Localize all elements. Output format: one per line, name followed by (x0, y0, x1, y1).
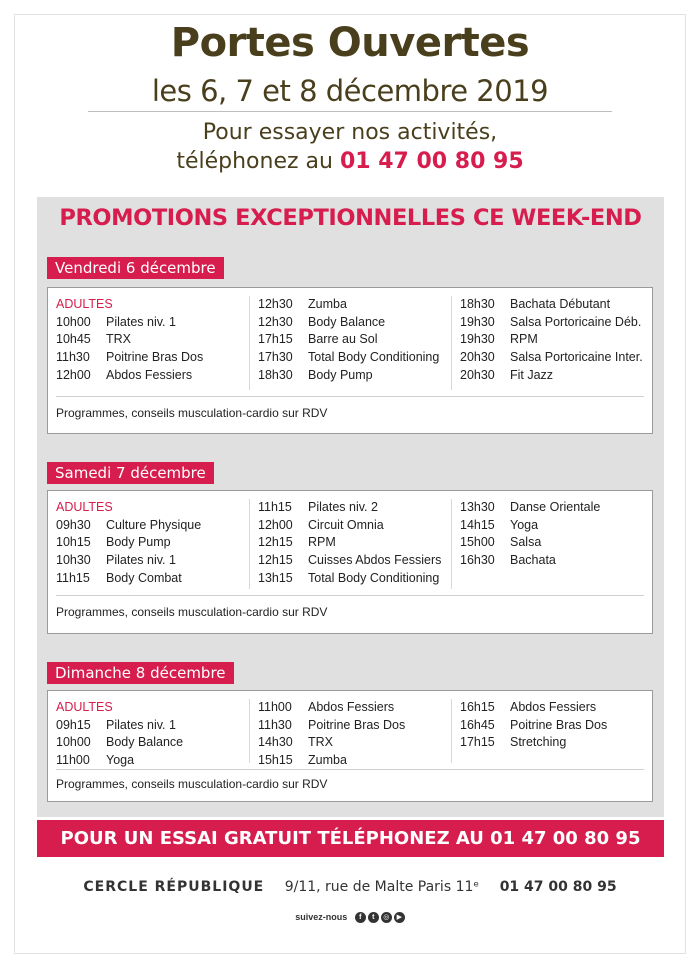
column-divider (249, 296, 250, 390)
class-row (258, 534, 441, 552)
class-activity: Pilates niv. 1 (106, 717, 176, 732)
row-divider (56, 595, 644, 596)
class-time: 10h15 (56, 535, 91, 550)
class-activity: Zumba (308, 297, 347, 311)
class-row (460, 552, 600, 570)
class-row (258, 296, 439, 314)
column-divider (451, 699, 452, 763)
class-row (460, 314, 643, 332)
schedule-note: Programmes, conseils musculation-cardio sur RDV (56, 406, 328, 420)
row-divider (56, 396, 644, 397)
youtube-icon[interactable]: ▶ (394, 912, 405, 923)
class-activity: TRX (308, 735, 333, 750)
class-activity: Yoga (106, 753, 135, 768)
class-time: 15h15 (258, 753, 293, 768)
class-row (56, 331, 203, 349)
class-row (460, 331, 643, 349)
class-time: 18h30 (258, 367, 293, 382)
class-activity: Fit Jazz (510, 367, 554, 382)
class-row (460, 534, 600, 552)
class-activity: Body Pump (308, 367, 373, 382)
class-row (460, 699, 607, 717)
category-label: ADULTES (56, 700, 113, 714)
class-time: 09h15 (56, 717, 91, 732)
class-time: 09h30 (56, 517, 91, 532)
social-links (0, 912, 700, 923)
schedule-column (56, 699, 183, 770)
class-row (460, 717, 607, 735)
class-time: 16h30 (460, 553, 495, 568)
class-row (258, 499, 441, 517)
class-time: 20h30 (460, 350, 495, 365)
class-time: 13h30 (460, 500, 495, 514)
class-activity: RPM (308, 535, 336, 550)
class-row (460, 734, 607, 752)
class-time: 12h00 (56, 367, 91, 382)
schedule-column (56, 296, 203, 385)
class-time: 10h00 (56, 314, 91, 329)
column-divider (249, 699, 250, 763)
cta-line-1: Pour essayer nos activités, (202, 120, 498, 145)
class-row (258, 349, 439, 367)
facebook-icon[interactable]: f (355, 912, 366, 923)
class-row (56, 349, 203, 367)
day-label: Vendredi 6 décembre (47, 257, 224, 279)
class-row (258, 752, 405, 770)
class-row (258, 331, 439, 349)
category-label: ADULTES (56, 500, 113, 514)
club-address: 9/11, rue de Malte Paris 11ᵉ (284, 879, 480, 895)
day-schedule-box (47, 490, 653, 634)
column-divider (249, 499, 250, 589)
schedule-column (56, 499, 201, 588)
class-time: 11h15 (56, 570, 90, 585)
class-activity: Abdos Fessiers (106, 367, 193, 382)
class-activity: Barre au Sol (308, 332, 378, 347)
column-divider (451, 296, 452, 390)
class-row (460, 367, 643, 385)
class-time: 10h00 (56, 735, 91, 750)
class-activity: Body Balance (106, 735, 184, 750)
schedule-column (460, 499, 600, 570)
class-activity: Pilates niv. 1 (106, 553, 176, 568)
class-activity: Salsa (510, 535, 542, 550)
day-label: Dimanche 8 décembre (47, 662, 234, 684)
class-row (258, 367, 439, 385)
class-activity: Cuisses Abdos Fessiers (308, 553, 442, 568)
class-activity: Yoga (510, 517, 539, 532)
category-label: ADULTES (56, 297, 113, 311)
class-time: 14h30 (258, 735, 293, 750)
class-activity: Abdos Fessiers (308, 700, 395, 714)
event-dates: les 6, 7 et 8 décembre 2019 (151, 74, 549, 108)
class-activity: Body Pump (106, 535, 171, 550)
cta-line-2 (0, 147, 700, 176)
schedule-note: Programmes, conseils musculation-cardio sur RDV (56, 777, 328, 791)
class-activity: Pilates niv. 1 (106, 314, 176, 329)
class-time: 19h30 (460, 314, 495, 329)
schedule-column (258, 699, 405, 770)
class-activity: Danse Orientale (510, 500, 601, 514)
footer (0, 879, 700, 895)
class-time: 11h00 (56, 753, 90, 768)
phone-number[interactable]: 01 47 00 80 95 (339, 149, 524, 174)
class-row (56, 517, 201, 535)
cta-line-2-text: téléphonez au (176, 149, 333, 174)
schedule-note: Programmes, conseils musculation-cardio sur RDV (56, 605, 328, 619)
schedule-column (460, 699, 607, 752)
class-row (460, 349, 643, 367)
class-row (56, 367, 203, 385)
class-time: 12h30 (258, 314, 293, 329)
class-row (258, 570, 441, 588)
class-time: 11h30 (258, 717, 292, 732)
class-row (56, 734, 183, 752)
class-activity: Body Balance (308, 314, 386, 329)
class-row (56, 314, 203, 332)
class-activity: Pilates niv. 2 (308, 500, 378, 514)
row-divider (56, 769, 644, 770)
class-row (56, 534, 201, 552)
class-time: 10h30 (56, 553, 91, 568)
class-time: 12h00 (258, 517, 293, 532)
day-label: Samedi 7 décembre (47, 462, 214, 484)
class-time: 12h15 (258, 553, 293, 568)
class-activity: Total Body Conditioning (308, 350, 440, 365)
class-row (56, 570, 201, 588)
class-activity: Abdos Fessiers (510, 700, 597, 714)
class-activity: Total Body Conditioning (308, 570, 440, 585)
class-activity: Poitrine Bras Dos (308, 717, 406, 732)
class-activity: Stretching (510, 735, 567, 750)
class-activity: Body Combat (106, 570, 182, 585)
class-time: 11h15 (258, 500, 292, 514)
class-row (258, 717, 405, 735)
class-activity: Poitrine Bras Dos (510, 717, 608, 732)
class-time: 12h15 (258, 535, 293, 550)
class-activity: Zumba (308, 753, 347, 768)
club-name: CERCLE RÉPUBLIQUE (83, 879, 265, 895)
class-activity: TRX (106, 332, 131, 347)
class-time: 20h30 (460, 367, 495, 382)
column-divider (451, 499, 452, 589)
class-row (56, 552, 201, 570)
schedule-column (258, 296, 439, 385)
class-activity: Salsa Portoricaine Inter. (510, 350, 643, 365)
class-time: 18h30 (460, 297, 495, 311)
class-time: 17h15 (460, 735, 495, 750)
class-activity: RPM (510, 332, 538, 347)
divider (88, 111, 612, 112)
class-row (258, 552, 441, 570)
schedule-column (258, 499, 441, 588)
class-row (460, 517, 600, 535)
class-activity: Culture Physique (106, 517, 202, 532)
instagram-icon[interactable]: ◎ (381, 912, 392, 923)
class-activity: Poitrine Bras Dos (106, 350, 204, 365)
class-activity: Circuit Omnia (308, 517, 384, 532)
class-time: 15h00 (460, 535, 495, 550)
class-time: 14h15 (460, 517, 495, 532)
class-row (258, 517, 441, 535)
footer-phone[interactable]: 01 47 00 80 95 (499, 879, 617, 895)
social-icons (355, 912, 405, 923)
page-title: Portes Ouvertes (170, 20, 530, 66)
day-schedule-box (47, 690, 653, 802)
class-time: 19h30 (460, 332, 495, 347)
twitter-icon[interactable]: t (368, 912, 379, 923)
follow-label: suivez-nous (295, 912, 348, 922)
class-activity: Bachata (510, 553, 556, 568)
class-row (56, 752, 183, 770)
class-row (460, 499, 600, 517)
class-time: 13h15 (258, 570, 293, 585)
promo-title: PROMOTIONS EXCEPTIONNELLES CE WEEK-END (59, 205, 642, 231)
class-time: 11h00 (258, 700, 292, 714)
call-to-action (0, 118, 700, 176)
class-time: 17h30 (258, 350, 293, 365)
class-time: 17h15 (258, 332, 293, 347)
class-row (56, 717, 183, 735)
class-time: 16h45 (460, 717, 495, 732)
class-row (258, 734, 405, 752)
class-row (258, 699, 405, 717)
class-time: 16h15 (460, 700, 495, 714)
day-schedule-box (47, 287, 653, 434)
schedule-column (460, 296, 643, 385)
class-time: 10h45 (56, 332, 91, 347)
class-row (460, 296, 643, 314)
class-row (258, 314, 439, 332)
class-activity: Bachata Débutant (510, 297, 611, 311)
class-time: 11h30 (56, 350, 90, 365)
class-activity: Salsa Portoricaine Déb. (510, 314, 642, 329)
class-time: 12h30 (258, 297, 293, 311)
free-trial-banner[interactable]: POUR UN ESSAI GRATUIT TÉLÉPHONEZ AU 01 47 00 80 95 (37, 820, 664, 857)
